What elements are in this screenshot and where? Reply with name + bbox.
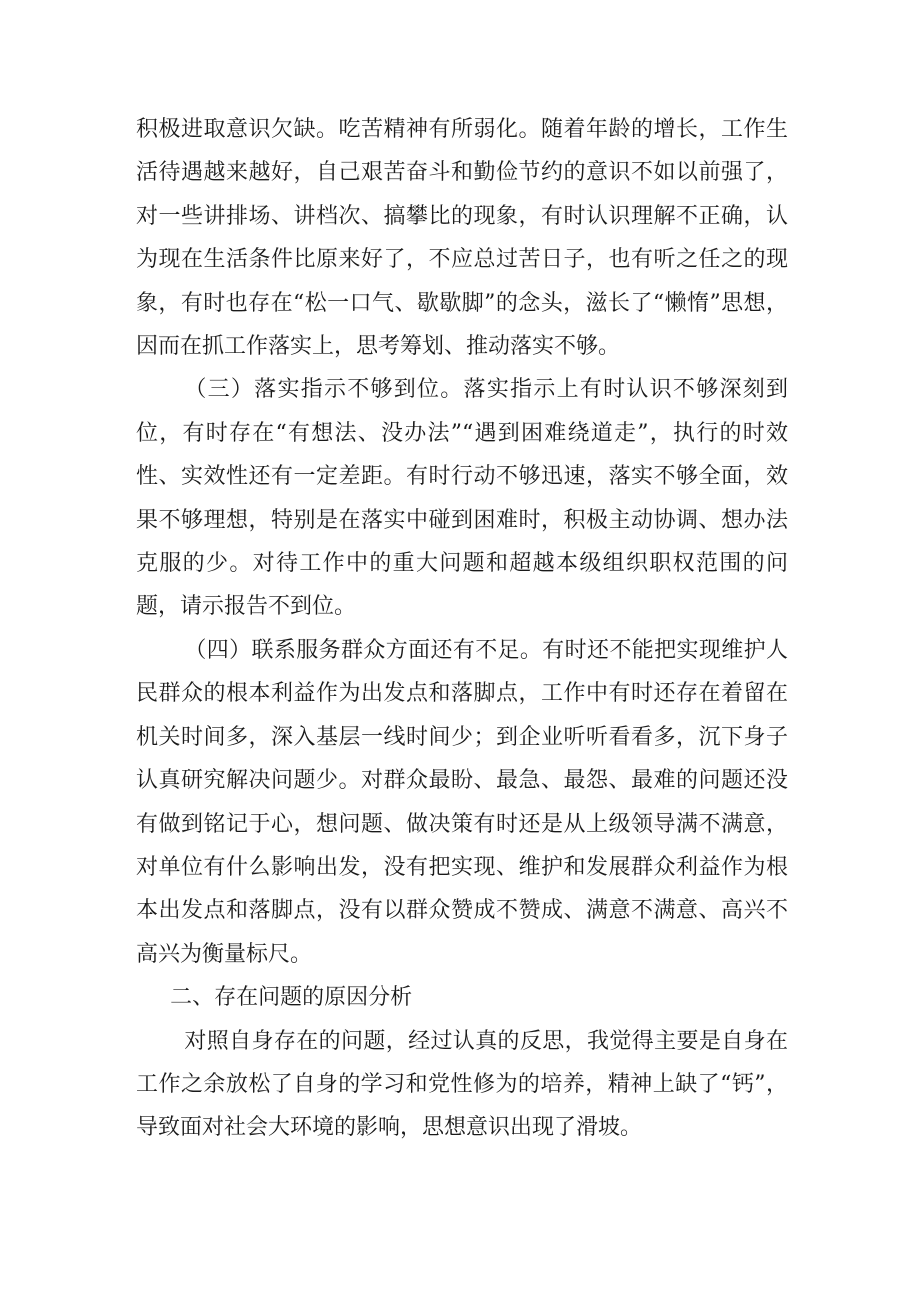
- paragraph-section-three: （三）落实指示不够到位。落实指示上有时认识不够深刻到位，有时存在“有想法、没办法”“遇到困难绕道走”，执行的时效性、实效性还有一定差距。有时行动不够迅速，落实不够全面，效果不够理想，特别是在落实中碰到困难时，积极主动协调、想办法克服的少。对待工作中的重大问题和超越本级组织职权范围的问题，请示报告不到位。: [136, 377, 788, 620]
- section-heading-cause-analysis: 二、存在问题的原因分析: [170, 985, 413, 1011]
- document-body: [136, 108, 788, 1150]
- paragraph-section-four: （四）联系服务群众方面还有不足。有时还不能把实现维护人民群众的根本利益作为出发点和落脚点，工作中有时还存在着留在机关时间多，深入基层一线时间少；到企业听听看看多，沉下身子认真研究解决问题少。对群众最盼、最急、最怨、最难的问题还没有做到铭记于心，想问题、做决策有时还是从上级领导满不满意，对单位有什么影响出发，没有把实现、维护和发展群众利益作为根本出发点和落脚点，没有以群众赞成不赞成、满意不满意、高兴不高兴为衡量标尺。: [136, 637, 788, 967]
- paragraph-cause-analysis: 对照自身存在的问题，经过认真的反思，我觉得主要是自身在工作之余放松了自身的学习和党性修为的培养，精神上缺了“钙”，导致面对社会大环境的影响，思想意识出现了滑坡。: [136, 1028, 788, 1141]
- paragraph-spirit-weakened: 积极进取意识欠缺。吃苦精神有所弱化。随着年龄的增长，工作生活待遇越来越好，自己艰苦奋斗和勤俭节约的意识不如以前强了，对一些讲排场、讲档次、搞攀比的现象，有时认识理解不正确，认为现在生活条件比原来好了，不应总过苦日子，也有听之任之的现象，有时也存在“松一口气、歇歇脚”的念头，滋长了“懒惰”思想，因而在抓工作落实上，思考筹划、推动落实不够。: [136, 117, 788, 360]
